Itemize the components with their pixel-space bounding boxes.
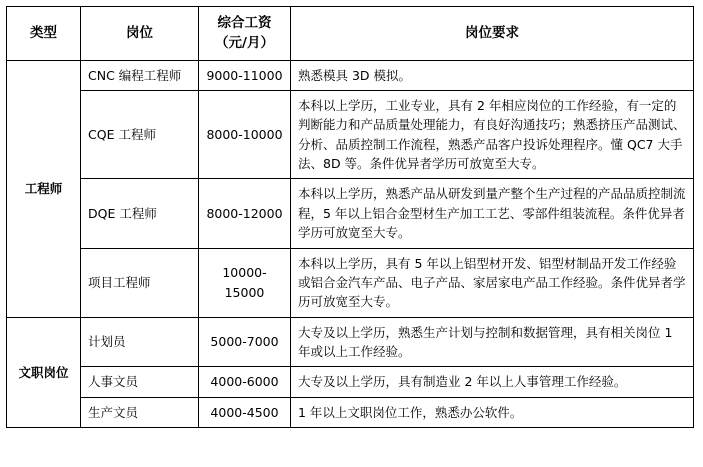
position-requirement: 本科以上学历，工业专业，具有 2 年相应岗位的工作经验，有一定的判断能力和产品质量处理能力，有良好沟通技巧；熟悉挤压产品测试、分析、品质控制工作流程，熟悉产品客户投诉处理程序。懂 QC7 大手法、8D 等。条件优异者学历可放宽至大专。: [291, 90, 694, 179]
table-row: [7, 397, 694, 427]
position-name: 计划员: [81, 317, 199, 367]
position-requirement: 本科以上学历，具有 5 年以上铝型材开发、铝型材制品开发工作经验或铝合金汽车产品、电子产品、家居家电产品工作经验。条件优异者学历可放宽至大专。: [291, 248, 694, 317]
position-name: 项目工程师: [81, 248, 199, 317]
position-requirement: 1 年以上文职岗位工作，熟悉办公软件。: [291, 397, 694, 427]
salary-range: 8000-12000: [199, 179, 291, 248]
column-header-position: 岗位: [81, 7, 199, 61]
table-row: [7, 179, 694, 248]
salary-range: 9000-11000: [199, 60, 291, 90]
salary-range: 4000-6000: [199, 367, 291, 397]
position-requirement: 大专及以上学历，具有制造业 2 年以上人事管理工作经验。: [291, 367, 694, 397]
column-header-salary-line2: （元/月）: [215, 35, 274, 52]
job-listing-table: [6, 6, 694, 428]
column-header-requirements: 岗位要求: [291, 7, 694, 61]
position-requirement: 熟悉模具 3D 模拟。: [291, 60, 694, 90]
table-header-row: [7, 7, 694, 61]
table-row: [7, 317, 694, 367]
position-name: CQE 工程师: [81, 90, 199, 179]
table-row: [7, 90, 694, 179]
position-name: 人事文员: [81, 367, 199, 397]
table-row: [7, 367, 694, 397]
table-body: [7, 60, 694, 428]
salary-range: 10000-15000: [199, 248, 291, 317]
position-name: 生产文员: [81, 397, 199, 427]
salary-range: 5000-7000: [199, 317, 291, 367]
column-header-salary: [199, 7, 291, 61]
table-header: [7, 7, 694, 61]
position-name: CNC 编程工程师: [81, 60, 199, 90]
position-name: DQE 工程师: [81, 179, 199, 248]
table-row: [7, 60, 694, 90]
column-header-salary-line1: 综合工资: [217, 15, 272, 31]
position-requirement: 本科以上学历，熟悉产品从研发到量产整个生产过程的产品品质控制流程，5 年以上铝合金型材生产加工工艺、零部件组装流程。条件优异者学历可放宽至大专。: [291, 179, 694, 248]
type-group-engineer: 工程师: [7, 60, 81, 317]
column-header-type: 类型: [7, 7, 81, 61]
type-group-clerical: 文职岗位: [7, 317, 81, 428]
document-page: [0, 6, 703, 467]
table-row: [7, 248, 694, 317]
salary-range: 4000-4500: [199, 397, 291, 427]
salary-range: 8000-10000: [199, 90, 291, 179]
position-requirement: 大专及以上学历，熟悉生产计划与控制和数据管理，具有相关岗位 1 年或以上工作经验。: [291, 317, 694, 367]
